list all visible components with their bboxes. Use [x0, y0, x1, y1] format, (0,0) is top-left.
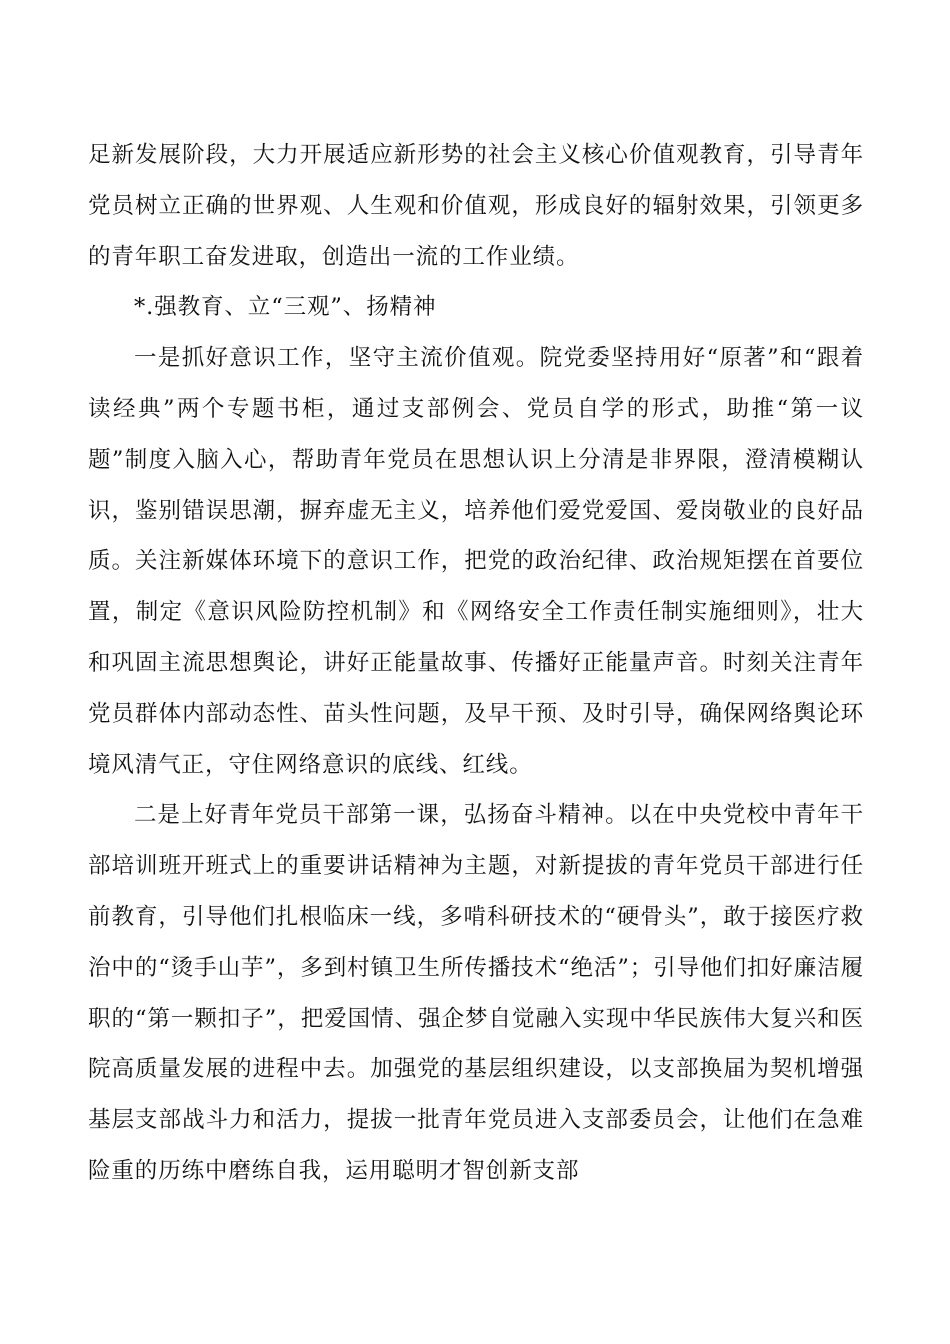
paragraph-ideology-work: 一是抓好意识工作，坚守主流价值观。院党委坚持用好“原著”和“跟着读经典”两个专题书柜，通过支部例会、党员自学的形式，助推“第一议题”制度入脑入心，帮助青年党员在思想认识上分清是非界限，澄清模糊认识，鉴别错误思潮，摒弃虚无主义，培养他们爱党爱国、爱岗敬业的良好品质。关注新媒体环境下的意识工作，把党的政治纪律、政治规矩摆在首要位置，制定《意识风险防控机制》和《网络安全工作责任制实施细则》，壮大和巩固主流思想舆论，讲好正能量故事、传播好正能量声音。时刻关注青年党员群体内部动态性、苗头性问题，及早干预、及时引导，确保网络舆论环境风清气正，守住网络意识的底线、红线。 [88, 345, 864, 778]
section-heading: *.强教育、立“三观”、扬精神 [134, 294, 437, 321]
paragraph-continuation: 足新发展阶段，大力开展适应新形势的社会主义核心价值观教育，引导青年党员树立正确的世界观、人生观和价值观，形成良好的辐射效果，引领更多的青年职工奋发进取，创造出一流的工作业绩。 [88, 142, 864, 270]
document-body [88, 130, 864, 1197]
paragraph-first-lesson: 二是上好青年党员干部第一课，弘扬奋斗精神。以在中央党校中青年干部培训班开班式上的重要讲话精神为主题，对新提拔的青年党员干部进行任前教育，引导他们扎根临床一线，多啃科研技术的“硬骨头”，敢于接医疗救治中的“烫手山芋”，多到村镇卫生所传播技术“绝活”；引导他们扣好廉洁履职的“第一颗扣子”，把爱国情、强企梦自觉融入实现中华民族伟大复兴和医院高质量发展的进程中去。加强党的基层组织建设，以支部换届为契机增强基层支部战斗力和活力，提拔一批青年党员进入支部委员会，让他们在急难险重的历练中磨练自我，运用聪明才智创新支部 [88, 802, 864, 1184]
